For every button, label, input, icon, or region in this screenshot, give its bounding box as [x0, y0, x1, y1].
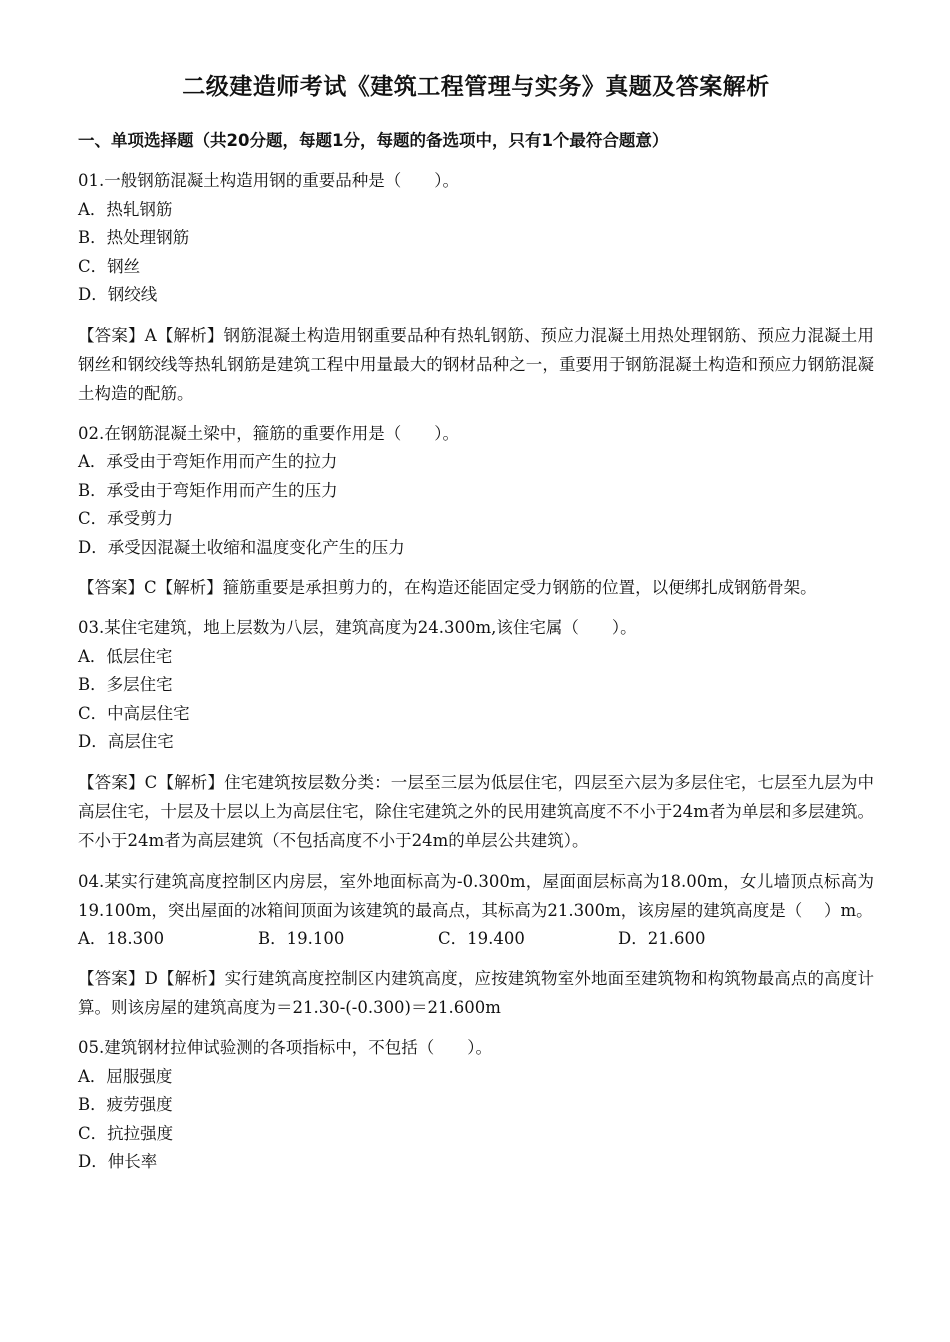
- option-a: A．承受由于弯矩作用而产生的拉力: [78, 452, 338, 471]
- answer-explanation: 【答案】A【解析】钢筋混凝土构造用钢重要品种有热轧钢筋、预应力混凝土用热处理钢筋、预应力混凝土用钢丝和钢绞线等热轧钢筋是建筑工程中用量最大的钢材品种之一，重要用于钢筋混凝土构造和预应力钢筋混凝土构造的配筋。: [78, 325, 874, 403]
- option-d: D．伸长率: [78, 1152, 158, 1171]
- question-05: [78, 1034, 874, 1177]
- document-title: 二级建造师考试《建筑工程管理与实务》真题及答案解析: [182, 74, 770, 100]
- option-c: C．承受剪力: [78, 509, 174, 528]
- option-b: B．19.100: [258, 928, 345, 948]
- question-stem: 04.某实行建筑高度控制区内房层，室外地面标高为-0.300m，屋面面层标高为18.00m，女儿墙顶点标高为19.100m，突出屋面的冰箱间顶面为该建筑的最高点，其标高为21.300m，该房屋的建筑高度是（ ）m。: [78, 871, 874, 920]
- option-a: A．屈服强度: [78, 1066, 173, 1086]
- options-row: [78, 925, 874, 954]
- question-stem: 03.某住宅建筑，地上层数为八层，建筑高度为24.300m,该住宅属（ ）。: [78, 618, 637, 637]
- option-d: D．承受因混凝土收缩和温度变化产生的压力: [78, 537, 405, 557]
- question-01: [78, 167, 874, 408]
- option-b: B．疲劳强度: [78, 1095, 173, 1114]
- option-c: C．19.400: [438, 928, 525, 948]
- option-c: C．抗拉强度: [78, 1123, 174, 1143]
- option-d: D．高层住宅: [78, 732, 174, 751]
- option-d: D．钢绞线: [78, 285, 158, 304]
- question-stem: 05.建筑钢材拉伸试验测的各项指标中，不包括（ ）。: [78, 1038, 492, 1057]
- question-02: [78, 420, 874, 603]
- option-d: D．21.600: [618, 928, 706, 948]
- option-c: C．中高层住宅: [78, 703, 190, 723]
- answer-explanation: 【答案】D【解析】实行建筑高度控制区内建筑高度，应按建筑物室外地面至建筑物和构筑物最高点的高度计算。则该房屋的建筑高度为＝21.30-(-0.300)＝21.600m: [78, 969, 874, 1017]
- option-a: A．18.300: [78, 928, 165, 948]
- option-c: C．钢丝: [78, 256, 141, 276]
- option-b: B．多层住宅: [78, 675, 173, 694]
- question-04: [78, 867, 874, 1023]
- question-03: [78, 614, 874, 855]
- option-b: B．承受由于弯矩作用而产生的压力: [78, 480, 338, 500]
- option-a: A．低层住宅: [78, 646, 173, 666]
- answer-explanation: 【答案】C【解析】箍筋重要是承担剪力的，在构造还能固定受力钢筋的位置，以便绑扎成钢筋骨架。: [78, 578, 817, 597]
- option-a: A．热轧钢筋: [78, 199, 173, 219]
- option-b: B．热处理钢筋: [78, 228, 190, 247]
- answer-explanation: 【答案】C【解析】住宅建筑按层数分类：一层至三层为低层住宅，四层至六层为多层住宅，七层至九层为中高层住宅，十层及十层以上为高层住宅，除住宅建筑之外的民用建筑高度不不小于24m者为单层和多层建筑。不小于24m者为高层建筑（不包括高度不小于24m的单层公共建筑）。: [78, 772, 874, 850]
- question-stem: 02.在钢筋混凝土梁中，箍筋的重要作用是（ ）。: [78, 423, 459, 443]
- question-stem: 01.一般钢筋混凝土构造用钢的重要品种是（ ）。: [78, 171, 459, 190]
- section-heading: 一、单项选择题（共20分题，每题1分，每题的备选项中，只有1个最符合题意）: [78, 131, 669, 150]
